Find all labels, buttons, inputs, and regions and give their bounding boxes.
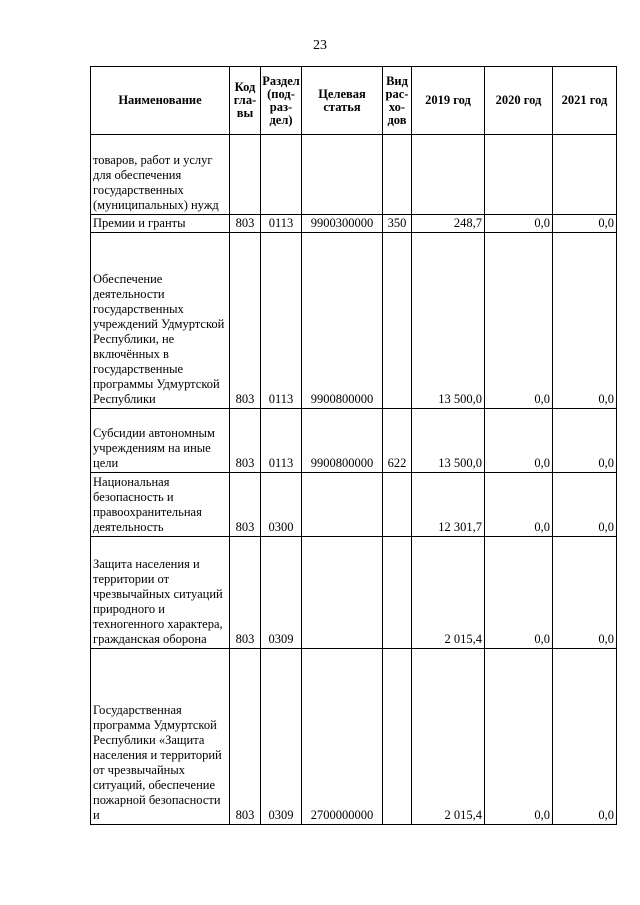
cell-target: 9900800000 (302, 409, 383, 473)
table-row (91, 215, 617, 233)
header-2019: 2019 год (412, 67, 485, 135)
cell-type (383, 473, 412, 537)
cell-name: Субсидии автономным учреждениям на иные цели (91, 409, 230, 473)
cell-type (383, 537, 412, 649)
cell-2019: 2 015,4 (412, 649, 485, 825)
cell-section: 0113 (261, 233, 302, 409)
header-section: Раздел (под- раз- дел) (261, 67, 302, 135)
table-body (91, 135, 617, 825)
cell-2021: 0,0 (553, 409, 617, 473)
table-row (91, 649, 617, 825)
cell-2021: 0,0 (553, 233, 617, 409)
budget-table (90, 66, 617, 825)
cell-2021 (553, 135, 617, 215)
cell-target: 9900800000 (302, 233, 383, 409)
cell-target (302, 135, 383, 215)
table-row (91, 409, 617, 473)
cell-2020 (485, 135, 553, 215)
cell-name: Премии и гранты (91, 215, 230, 233)
cell-2020: 0,0 (485, 473, 553, 537)
page-number: 23 (313, 38, 327, 53)
cell-code: 803 (230, 215, 261, 233)
cell-2019: 13 500,0 (412, 409, 485, 473)
cell-code: 803 (230, 409, 261, 473)
table-header-row (91, 67, 617, 135)
cell-section: 0309 (261, 537, 302, 649)
cell-section: 0113 (261, 215, 302, 233)
cell-section (261, 135, 302, 215)
cell-2019: 2 015,4 (412, 537, 485, 649)
cell-2019: 248,7 (412, 215, 485, 233)
cell-2020: 0,0 (485, 537, 553, 649)
cell-2021: 0,0 (553, 473, 617, 537)
cell-target (302, 473, 383, 537)
cell-code: 803 (230, 537, 261, 649)
table-row (91, 537, 617, 649)
table-row (91, 233, 617, 409)
cell-2019: 13 500,0 (412, 233, 485, 409)
header-code: Код гла- вы (230, 67, 261, 135)
cell-type: 622 (383, 409, 412, 473)
cell-target: 9900300000 (302, 215, 383, 233)
header-name: Наименование (91, 67, 230, 135)
cell-name: товаров, работ и услуг для обеспечения государственных (муниципальных) нужд (91, 135, 230, 215)
table-row (91, 135, 617, 215)
cell-name: Защита населения и территории от чрезвычайных ситуаций природного и техногенного характера, гражданская оборона (91, 537, 230, 649)
header-2020: 2020 год (485, 67, 553, 135)
cell-target (302, 537, 383, 649)
cell-type (383, 135, 412, 215)
cell-2020: 0,0 (485, 215, 553, 233)
header-2021: 2021 год (553, 67, 617, 135)
header-type: Вид рас- хо- дов (383, 67, 412, 135)
cell-2020: 0,0 (485, 233, 553, 409)
cell-code: 803 (230, 649, 261, 825)
cell-2019 (412, 135, 485, 215)
cell-type (383, 233, 412, 409)
cell-2021: 0,0 (553, 649, 617, 825)
cell-code: 803 (230, 233, 261, 409)
cell-name: Государственная программа Удмуртской Республики «Защита населения и территорий от чрезвычайных ситуаций, обеспечение пожарной безопасности и (91, 649, 230, 825)
cell-section: 0309 (261, 649, 302, 825)
cell-2021: 0,0 (553, 537, 617, 649)
cell-2020: 0,0 (485, 649, 553, 825)
cell-section: 0113 (261, 409, 302, 473)
cell-code: 803 (230, 473, 261, 537)
cell-name: Национальная безопасность и правоохранительная деятельность (91, 473, 230, 537)
header-target: Целевая статья (302, 67, 383, 135)
cell-type (383, 649, 412, 825)
cell-type: 350 (383, 215, 412, 233)
cell-2021: 0,0 (553, 215, 617, 233)
cell-2020: 0,0 (485, 409, 553, 473)
cell-section: 0300 (261, 473, 302, 537)
cell-code (230, 135, 261, 215)
cell-target: 2700000000 (302, 649, 383, 825)
cell-2019: 12 301,7 (412, 473, 485, 537)
table-row (91, 473, 617, 537)
cell-name: Обеспечение деятельности государственных учреждений Удмуртской Республики, не включённых в государственные программы Удмуртской Республики (91, 233, 230, 409)
